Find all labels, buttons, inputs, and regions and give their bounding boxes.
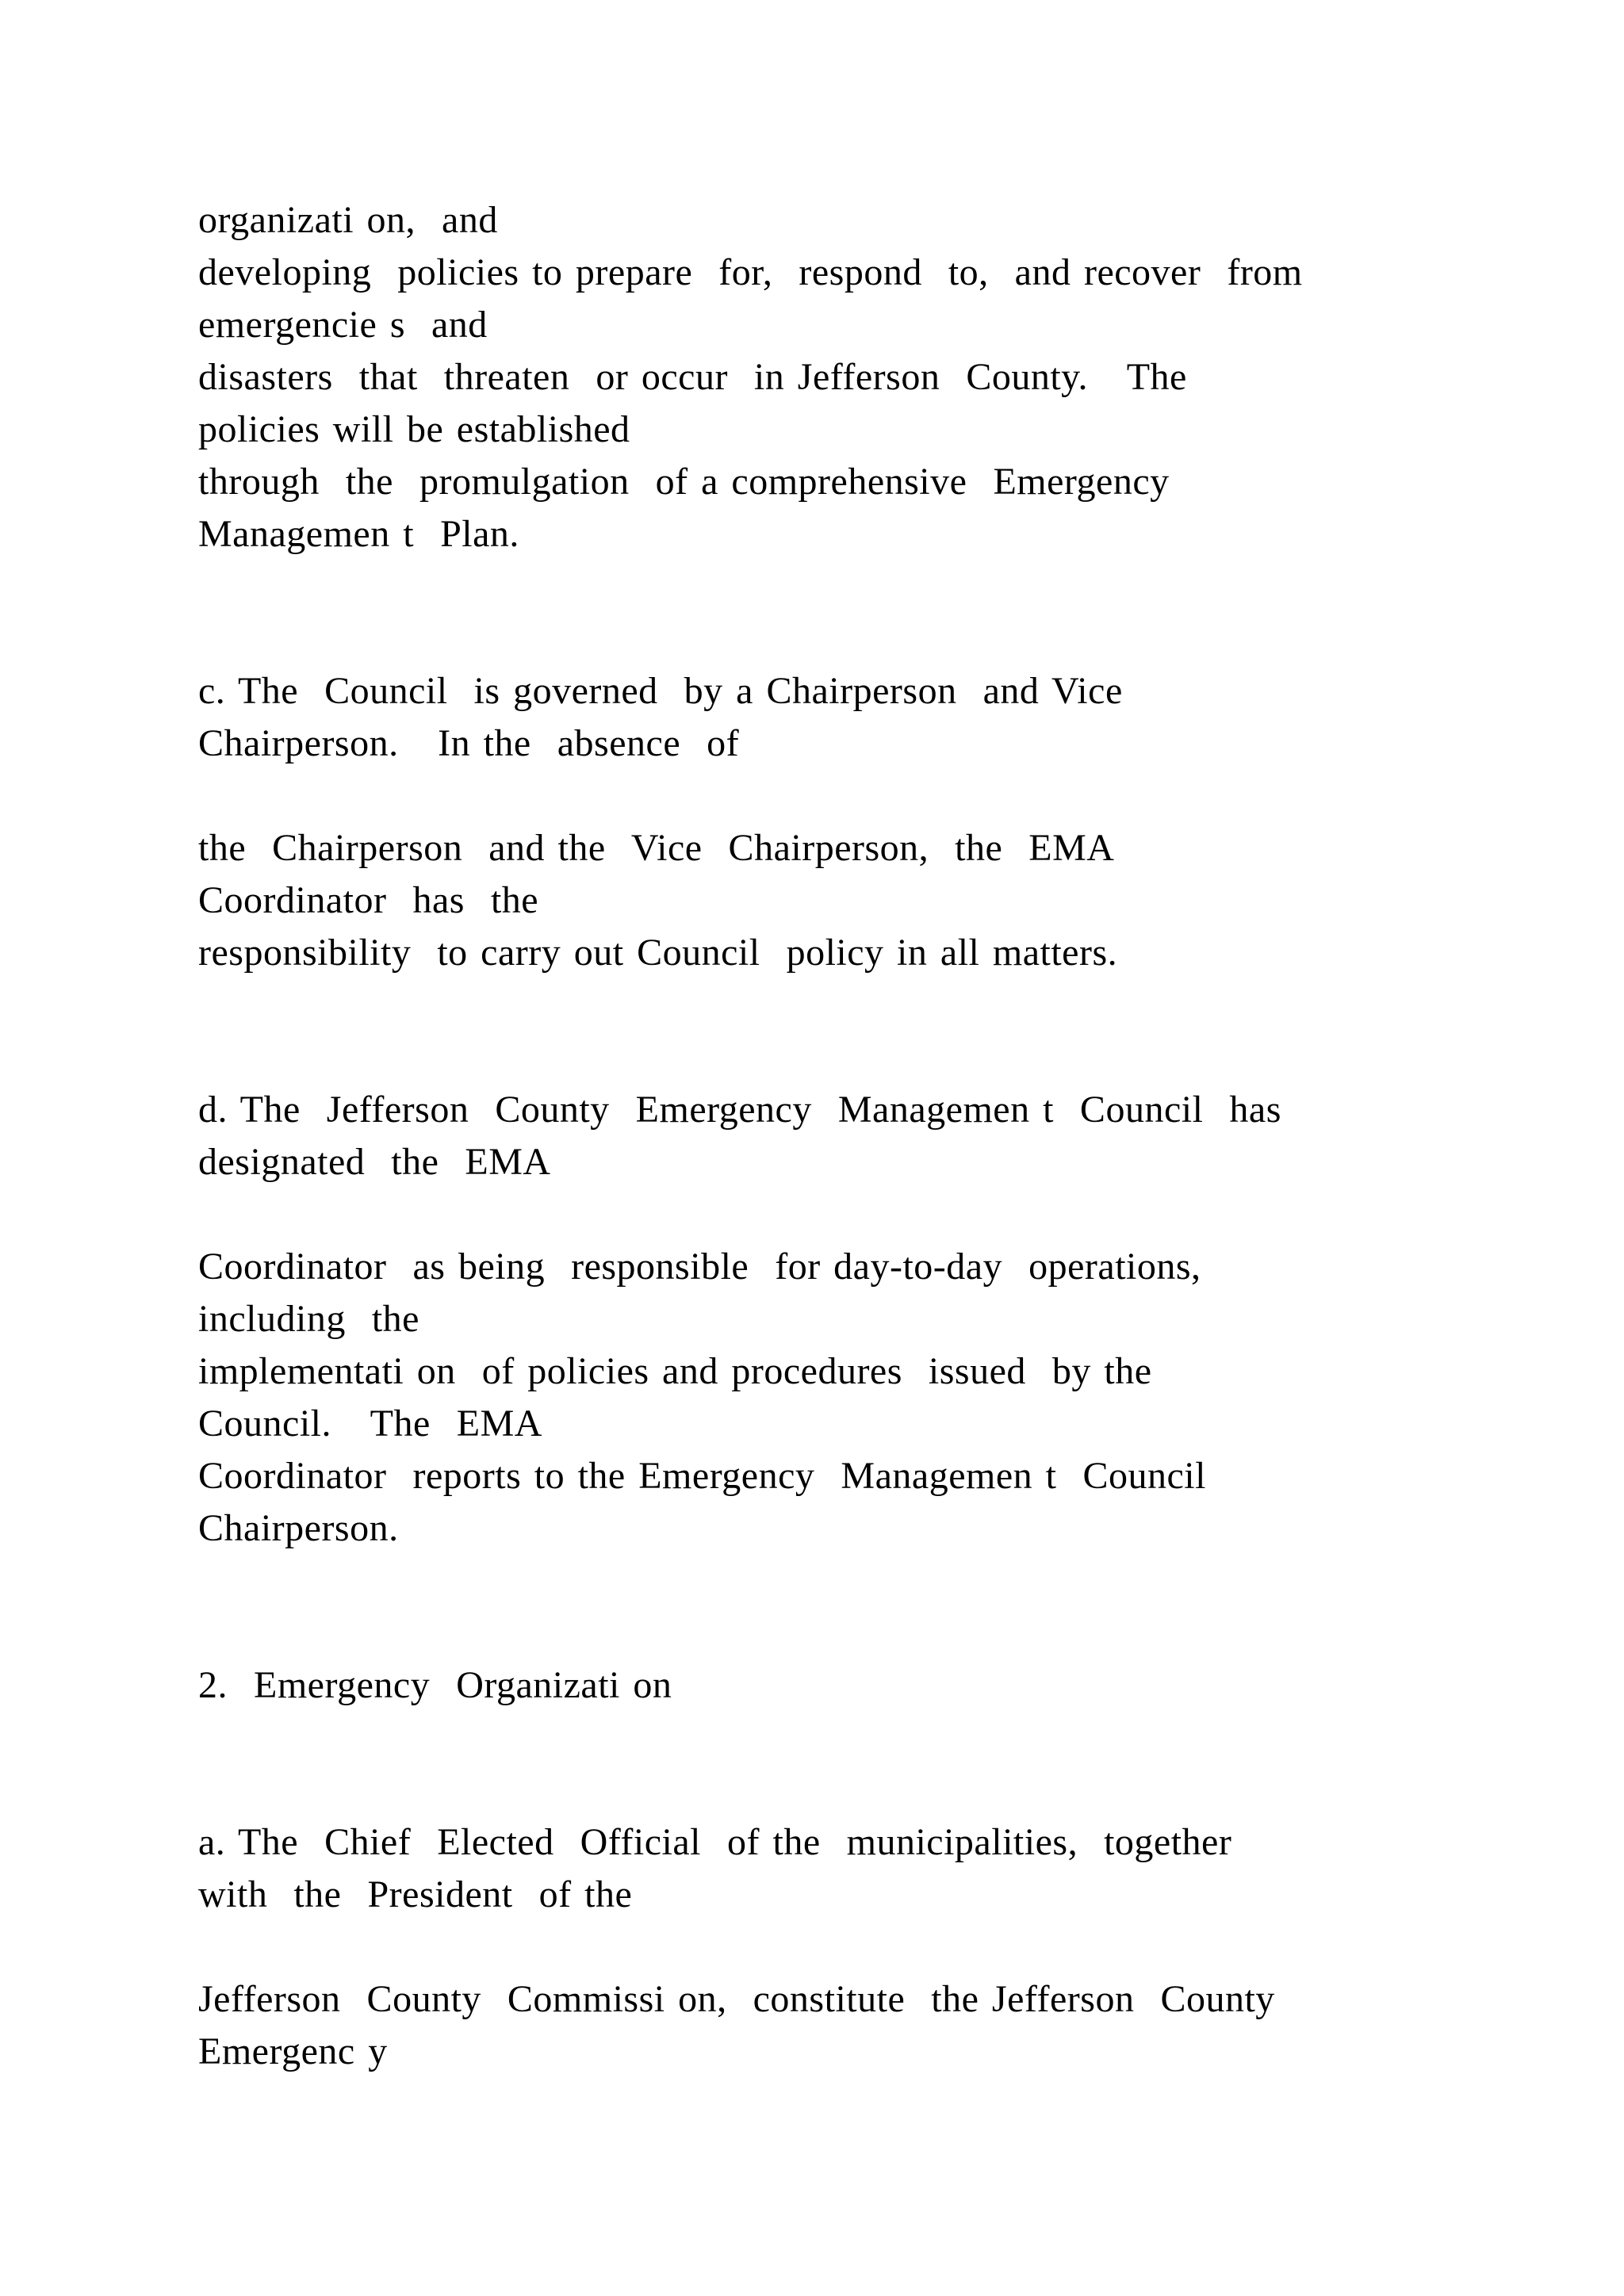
text-line: responsibility to carry out Council policy in all matters. (198, 932, 1118, 974)
text-line: disasters that threaten or occur in Jefferson County. The (198, 356, 1187, 398)
text-line: emergencie s and (198, 304, 488, 346)
text-line: c. The Council is governed by a Chairperson and Vice (198, 670, 1123, 712)
text-line: with the President of the (198, 1873, 633, 1915)
text-line: the Chairperson and the Vice Chairperson, the EMA (198, 827, 1115, 869)
text-line: a. The Chief Elected Official of the municipalities, together (198, 1821, 1232, 1863)
text-line: Coordinator as being responsible for day-to-day operations, (198, 1246, 1201, 1288)
text-line: implementati on of policies and procedures issued by the (198, 1350, 1152, 1392)
text-line: Emergenc y (198, 2030, 388, 2072)
text-line: Chairperson. (198, 1507, 399, 1549)
text-line: d. The Jefferson County Emergency Managemen t Council has (198, 1089, 1281, 1131)
text-line: designated the EMA (198, 1141, 551, 1183)
text-line: policies will be established (198, 408, 630, 450)
text-line: including the (198, 1298, 419, 1340)
text-line: developing policies to prepare for, respond to, and recover from (198, 251, 1303, 293)
text-line: Managemen t Plan. (198, 513, 519, 555)
text-line: Coordinator reports to the Emergency Managemen t Council (198, 1455, 1206, 1497)
text-line: Council. The EMA (198, 1402, 542, 1445)
text-line: Chairperson. In the absence of (198, 722, 740, 764)
text-line: organizati on, and (198, 199, 498, 241)
text-line: Jefferson County Commissi on, constitute the Jefferson County (198, 1978, 1275, 2020)
text-line: Coordinator has the (198, 879, 539, 921)
text-line: through the promulgation of a comprehensive Emergency (198, 461, 1170, 503)
section-heading: 2. Emergency Organizati on (198, 1664, 672, 1706)
